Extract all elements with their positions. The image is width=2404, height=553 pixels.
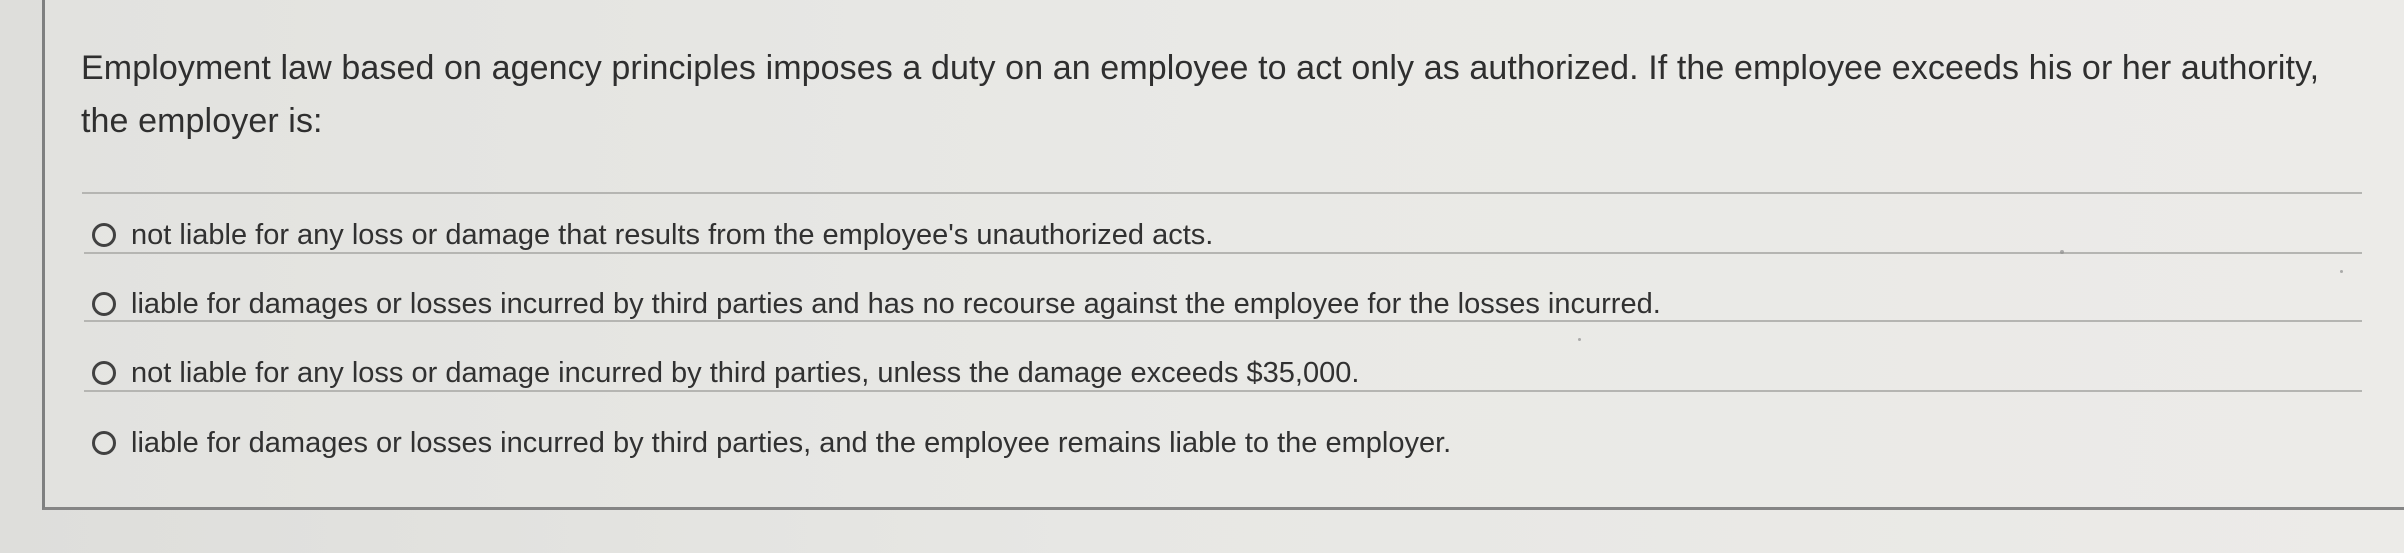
screen-speck [1578,338,1581,341]
answer-option-label: not liable for any loss or damage incurred by third parties, unless the damage exceeds $35,000. [131,357,1360,389]
radio-button-icon[interactable] [92,292,116,316]
answer-option-label: not liable for any loss or damage that results from the employee's unauthorized acts. [131,219,1214,251]
answer-option-4[interactable] [92,425,1451,461]
answer-option-label: liable for damages or losses incurred by third parties and has no recourse against the employee for the losses incurred. [131,288,1661,320]
radio-button-icon[interactable] [92,431,116,455]
radio-button-icon[interactable] [92,361,116,385]
question-divider [82,192,2362,194]
answer-option-label: liable for damages or losses incurred by third parties, and the employee remains liable to the employer. [131,427,1452,459]
answer-option-2[interactable] [92,286,1661,322]
screen-speck [2060,250,2064,254]
answer-option-3[interactable] [92,355,1359,391]
question-text: Employment law based on agency principles imposes a duty on an employee to act only as authorized. If the employee exceeds his or her authority, the employer is: [81,49,2320,140]
radio-button-icon[interactable] [92,223,116,247]
answer-option-1[interactable] [92,217,1213,253]
screen-speck [2340,270,2343,273]
